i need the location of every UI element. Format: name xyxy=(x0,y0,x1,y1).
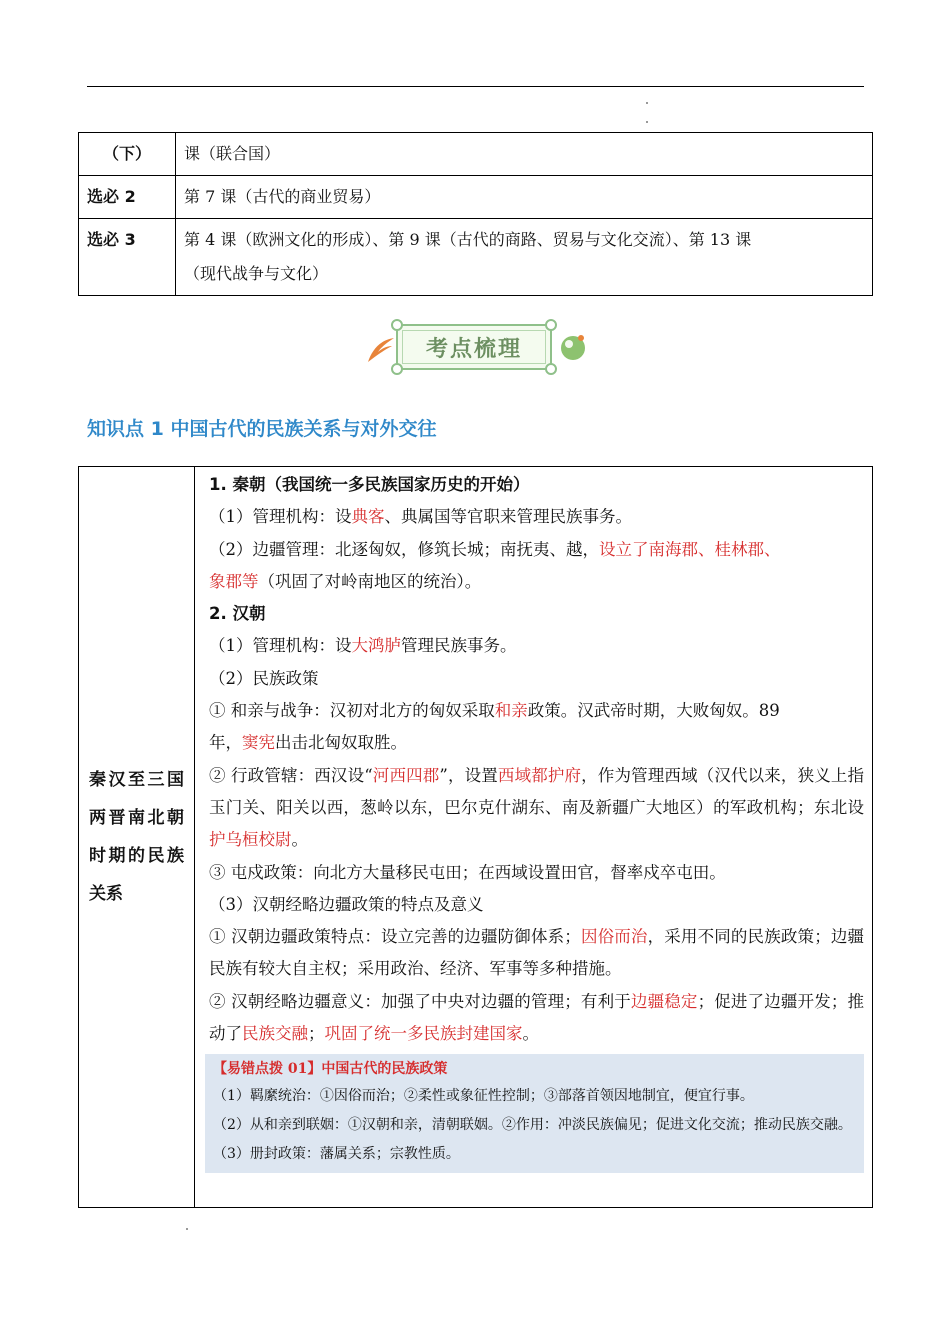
tip-line: （2）从和亲到联姻：①汉朝和亲，清朝联姻。②作用：冲淡民族偏见；促进文化交流；推动民族交融。 xyxy=(213,1117,852,1134)
han-policy-title: （2）民族政策 xyxy=(209,668,319,688)
ball-icon xyxy=(558,332,588,362)
section-heading: 知识点 1 中国古代的民族关系与对外交往 xyxy=(87,418,437,440)
han-title: 2. 汉朝 xyxy=(209,604,266,624)
course-content-line: 第 4 课（欧洲文化的形成）、第 9 课（古代的商路、贸易与文化交流）、第 13 课 xyxy=(184,230,752,249)
han-feature-2: ② 汉朝经略边疆意义：加强了中央对边疆的管理；有利于边疆稳定；促进了边疆开发；推动了民族交融；巩固了统一多民族封建国家。 xyxy=(209,991,865,1044)
tip-line: （1）羁縻统治：①因俗而治；②柔性或象征性控制；③部落首领因地制宜，便宜行事。 xyxy=(213,1088,754,1105)
tip-title: 【易错点拨 01】中国古代的民族政策 xyxy=(213,1061,448,1078)
frame-corner xyxy=(545,319,557,331)
han-policy-2: ② 行政管辖：西汉设“河西四郡”，设置西域都护府，作为管理西域（汉代以来，狭义上指玉门关、阳关以西，葱岭以东，巴尔克什湖东、南及新疆广大地区）的军政机构；东北设护乌桓校尉。 xyxy=(209,765,865,850)
course-label: 选必 2 xyxy=(79,176,176,219)
han-features-title: （3）汉朝经略边疆政策的特点及意义 xyxy=(209,894,484,914)
course-content xyxy=(176,219,873,296)
table-row xyxy=(79,176,873,219)
banner-title: 考点梳理 xyxy=(425,336,522,362)
header-rule xyxy=(87,86,864,87)
tip-box xyxy=(205,1054,864,1173)
han-feature-1: ① 汉朝边疆政策特点：设立完善的边疆防御体系；因俗而治，采用不同的民族政策；边疆民族有较大自主权；采用政治、经济、军事等多种措施。 xyxy=(209,927,865,979)
course-content-line: （现代战争与文化） xyxy=(184,264,329,283)
han-management: （1）管理机构：设大鸿胪管理民族事务。 xyxy=(209,636,517,656)
frame-corner xyxy=(545,363,557,375)
table-row xyxy=(79,219,873,296)
course-table xyxy=(78,132,873,296)
course-content: 课（联合国） xyxy=(176,133,873,176)
dot-mark xyxy=(646,121,648,123)
dot-mark xyxy=(646,102,648,104)
banner-frame xyxy=(396,324,552,370)
qin-border: （2）边疆管理：北逐匈奴，修筑长城；南抚夷、越，设立了南海郡、桂林郡、 象郡等（巩固了对岭南地区的统治）。 xyxy=(209,539,781,591)
course-content: 第 7 课（古代的商业贸易） xyxy=(176,176,873,219)
period-label: 秦汉至三国两晋南北朝时期的民族关系 xyxy=(79,467,195,1208)
qin-management: （1）管理机构：设典客、典属国等官职来管理民族事务。 xyxy=(209,507,632,527)
qin-title: 1. 秦朝（我国统一多民族国家历史的开始） xyxy=(209,475,530,494)
frame-corner xyxy=(391,363,403,375)
dot-mark xyxy=(186,1228,188,1230)
section-banner xyxy=(362,318,592,378)
course-label: （下） xyxy=(79,133,176,176)
table-row xyxy=(79,133,873,176)
han-policy-3: ③ 屯戍政策：向北方大量移民屯田；在西域设置田官，督率戍卒屯田。 xyxy=(209,862,726,882)
leaf-icon xyxy=(364,332,398,366)
knowledge-content xyxy=(195,467,873,1208)
tip-line: （3）册封政策：藩属关系；宗教性质。 xyxy=(213,1146,460,1163)
han-policy-1: ① 和亲与战争：汉初对北方的匈奴采取和亲政策。汉武帝时期，大败匈奴。89 年，窦宪出击北匈奴取胜。 xyxy=(209,701,780,753)
frame-corner xyxy=(391,319,403,331)
course-label: 选必 3 xyxy=(79,219,176,296)
table-row xyxy=(79,467,873,1208)
knowledge-table xyxy=(78,466,873,1208)
